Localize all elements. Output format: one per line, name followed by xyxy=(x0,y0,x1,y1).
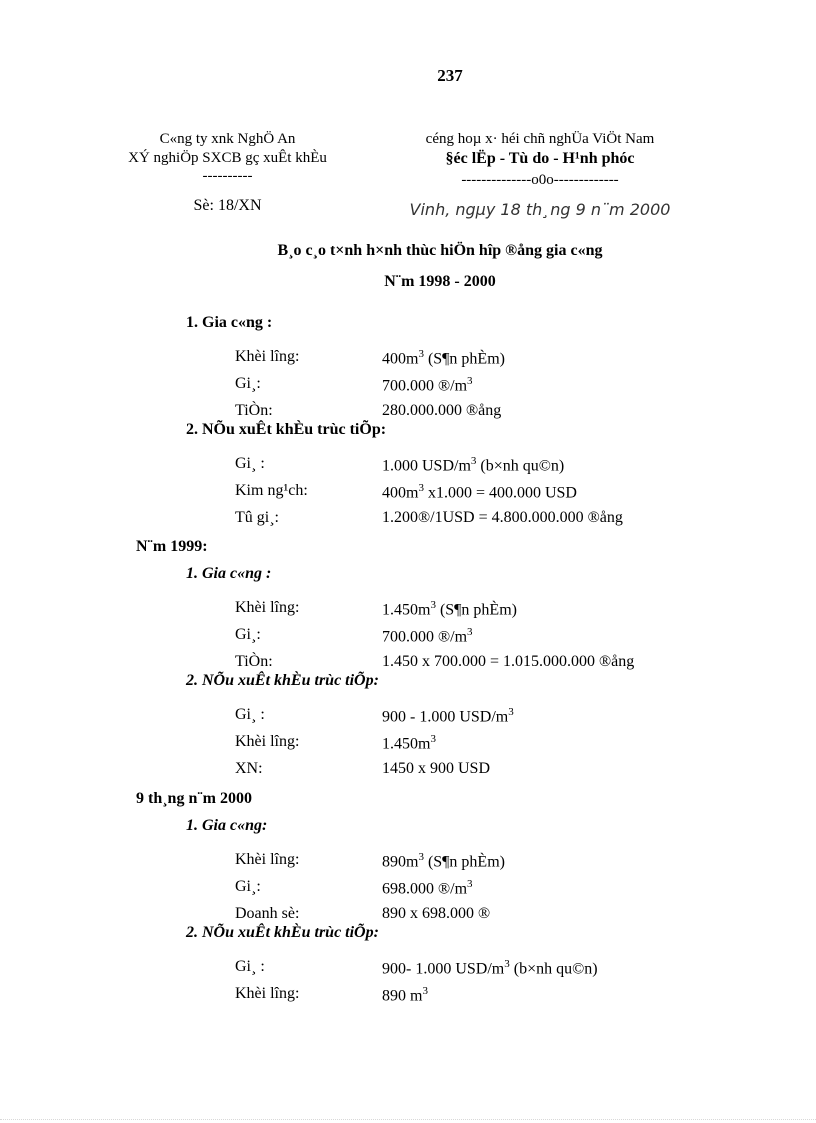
year-heading: 9 th¸ng n¨m 2000 xyxy=(136,790,253,807)
unit-superscript: 3 xyxy=(508,706,514,718)
company-name: C«ng ty xnk NghÖ An xyxy=(159,131,296,147)
year-heading: N¨m 1999: xyxy=(136,538,208,555)
unit-superscript: 3 xyxy=(418,482,424,494)
row-label: Gi¸: xyxy=(235,626,261,643)
row-label: Gi¸ : xyxy=(235,706,265,723)
section-heading: 1. Gia c«ng : xyxy=(186,314,273,331)
row-value xyxy=(382,760,490,778)
row-label: Khèi lîng: xyxy=(235,985,300,1002)
row-value xyxy=(382,958,598,978)
value-text: 700.000 ®/m xyxy=(382,628,468,646)
row-value xyxy=(382,402,501,420)
section-heading: 2. NÕu xuÊt khÈu trùc tiÕp: xyxy=(186,672,379,689)
national-motto: §éc lËp - Tù do - H¹nh phóc xyxy=(445,150,635,167)
row-label: Tû gi¸: xyxy=(235,509,279,526)
value-text: 698.000 ®/m xyxy=(382,880,468,898)
unit-superscript: 3 xyxy=(467,375,473,387)
value-text: 900 - 1.000 USD/m xyxy=(382,708,509,726)
value-text: 900- 1.000 USD/m xyxy=(382,960,505,978)
value-text: 1.000 USD/m xyxy=(382,457,471,475)
value-text: 890 x 698.000 ® xyxy=(382,905,491,922)
row-label: Gi¸: xyxy=(235,878,261,895)
row-label: Kim ng¹ch: xyxy=(235,482,308,499)
value-text: 1.200®/1USD = 4.800.000.000 ®ång xyxy=(382,509,623,526)
value-text: 1.450m xyxy=(382,735,431,753)
value-text: 400m xyxy=(382,484,419,502)
row-value xyxy=(382,653,634,671)
value-text: 1.450 x 700.000 = 1.015.000.000 ®ång xyxy=(382,653,635,670)
row-label: TiÒn: xyxy=(235,402,273,419)
row-label: Khèi lîng: xyxy=(235,599,300,616)
unit-superscript: 3 xyxy=(418,851,424,863)
row-value xyxy=(382,905,490,923)
section-heading: 1. Gia c«ng: xyxy=(186,817,268,834)
section-heading: 1. Gia c«ng : xyxy=(186,565,272,582)
unit-superscript: 3 xyxy=(504,958,510,970)
value-suffix: (b×nh qu©n) xyxy=(509,960,598,978)
value-suffix: (b×nh qu©n) xyxy=(476,457,565,475)
value-suffix: (S¶n phÈm) xyxy=(423,350,505,368)
row-value xyxy=(382,878,473,898)
row-label: Khèi lîng: xyxy=(235,851,300,868)
section-heading: 2. NÕu xuÊt khÈu trùc tiÕp: xyxy=(186,421,387,438)
value-text: 890m xyxy=(382,853,419,871)
org-divider: ---------- xyxy=(202,168,253,184)
row-value xyxy=(382,455,564,475)
row-value xyxy=(382,348,505,368)
row-label: Doanh sè: xyxy=(235,905,300,922)
row-label: Gi¸ : xyxy=(235,958,265,975)
value-text: 890 m xyxy=(382,987,423,1005)
value-suffix: (S¶n phÈm) xyxy=(435,601,517,619)
row-value xyxy=(382,482,577,502)
enterprise-name: XÝ nghiÖp SXCB gç xuÊt khÈu xyxy=(128,150,327,166)
value-text: 700.000 ®/m xyxy=(382,377,468,395)
row-value xyxy=(382,599,517,619)
unit-superscript: 3 xyxy=(418,348,424,360)
row-label: Khèi lîng: xyxy=(235,733,300,750)
value-suffix: (S¶n phÈm) xyxy=(423,853,505,871)
value-text: 400m xyxy=(382,350,419,368)
unit-superscript: 3 xyxy=(430,733,436,745)
row-label: Gi¸ : xyxy=(235,455,265,472)
value-text: 280.000.000 ®ång xyxy=(382,402,502,419)
row-label: TiÒn: xyxy=(235,653,273,670)
row-value xyxy=(382,733,436,753)
row-value xyxy=(382,626,473,646)
row-label: Gi¸: xyxy=(235,375,261,392)
row-label: Khèi lîng: xyxy=(235,348,300,365)
value-text: 1450 x 900 USD xyxy=(382,760,491,777)
section-heading: 2. NÕu xuÊt khÈu trùc tiÕp: xyxy=(186,924,379,941)
report-period: N¨m 1998 - 2000 xyxy=(384,273,496,290)
value-suffix: x1.000 = 400.000 USD xyxy=(423,484,577,502)
motto-ornament: --------------o0o------------- xyxy=(461,172,619,188)
row-value xyxy=(382,375,473,395)
row-value xyxy=(382,851,505,871)
row-value xyxy=(382,985,428,1005)
row-value xyxy=(382,706,514,726)
value-text: 1.450m xyxy=(382,601,431,619)
row-value xyxy=(382,509,623,527)
row-label: XN: xyxy=(235,760,263,777)
unit-superscript: 3 xyxy=(470,455,477,467)
unit-superscript: 3 xyxy=(422,985,428,997)
report-title: B¸o c¸o t×nh h×nh thùc hiÖn hîp ®ång gia c«ng xyxy=(277,242,603,259)
document-number: Sè: 18/XN xyxy=(193,197,262,214)
page-bottom-rule xyxy=(0,1119,816,1120)
place-and-date: Vinh, ngµy 18 th¸ng 9 n¨m 2000 xyxy=(409,200,671,219)
unit-superscript: 3 xyxy=(467,878,473,890)
unit-superscript: 3 xyxy=(467,626,473,638)
page-number: 237 xyxy=(437,66,463,85)
nation-title: céng hoµ x· héi chñ nghÜa ViÖt Nam xyxy=(425,131,655,147)
unit-superscript: 3 xyxy=(430,599,436,611)
